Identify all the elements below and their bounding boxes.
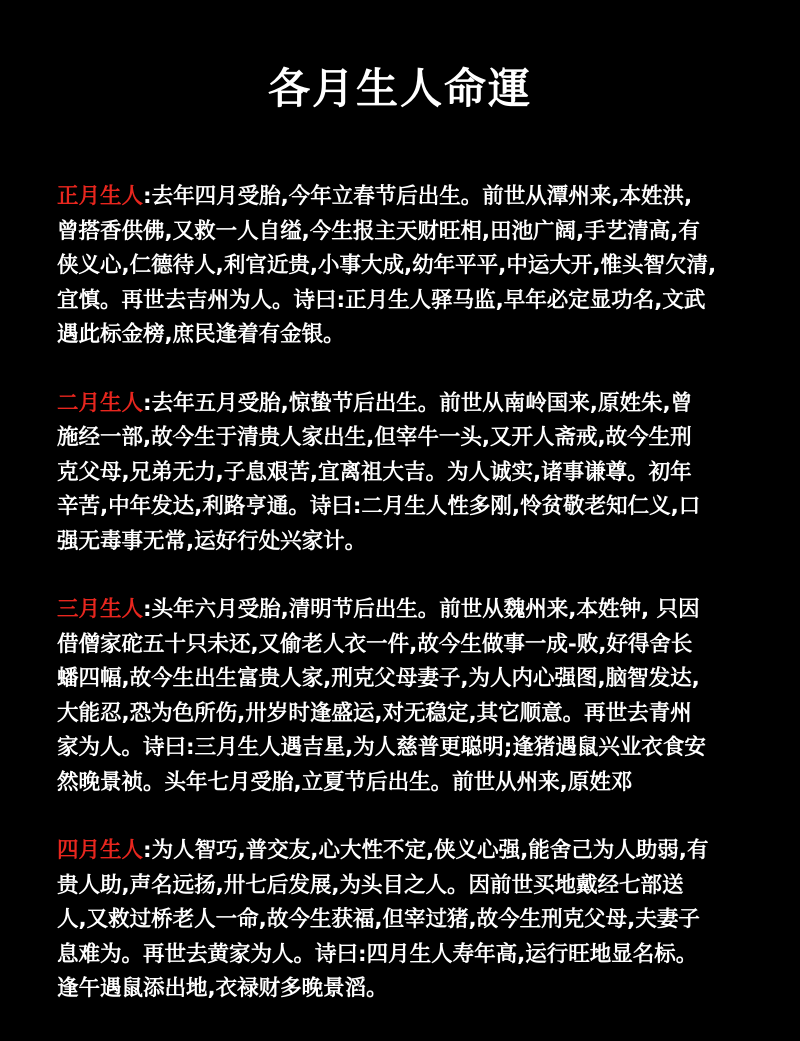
section-month-4 xyxy=(57,834,757,1007)
text-line: 人,又救过桥老人一命,故今生获福,但宰过猪,故今生刑克父母,夫妻子 xyxy=(57,907,700,932)
article-body xyxy=(57,180,757,1041)
text-line: 息难为。再世去黄家为人。诗曰:四月生人寿年高,运行旺地显名标。 xyxy=(57,941,698,967)
line-text: :为人智巧,普交友,心大性不定,侠义心强,能舍己为人助弱,有 xyxy=(143,838,709,863)
text-line: 蟠四幅,故今生出生富贵人家,刑克父母妻子,为人内心强图,脑智发达, xyxy=(57,666,700,691)
text-line: 家为人。诗曰:三月生人遇吉星,为人慈普更聪明;逢猪遇鼠兴业衣食安 xyxy=(57,735,706,760)
text-line: 借僧家砣五十只未还,又偷老人衣一件,故今生做事一成-败,好得舍长 xyxy=(57,631,693,657)
text-line: 曾搭香供佛,又救一人自缢,今生报主天财旺相,田池广阔,手艺清高,有 xyxy=(57,218,700,244)
text-line: 逢午遇鼠添出地,衣禄财多晚景滔。 xyxy=(57,976,388,1001)
text-line xyxy=(57,387,757,422)
page-title: 各月生人命運 xyxy=(267,64,532,113)
section-month-1 xyxy=(57,180,757,353)
line-text: :头年六月受胎,清明节后出生。前世从魏州来,本姓钟, 只因 xyxy=(143,597,700,622)
line-text: :去年四月受胎,今年立春节后出生。前世从潭州来,本姓洪, xyxy=(143,184,693,209)
text-line xyxy=(57,180,757,215)
text-line xyxy=(57,834,757,869)
section-heading: 正月生人 xyxy=(57,184,144,209)
section-heading: 二月生人 xyxy=(57,390,144,416)
text-line: 侠义心,仁德待人,利官近贵,小事大成,幼年平平,中运大开,惟头智欠清, xyxy=(57,253,717,278)
text-line: 然晚景祯。头年七月受胎,立夏节后出生。前世从州来,原姓邓 xyxy=(57,769,633,795)
text-line: 大能忍,恐为色所伤,卅岁时逢盛运,对无稳定,其它顺意。再世去青州 xyxy=(57,700,692,726)
text-line: 强无毒事无常,运好行处兴家计。 xyxy=(57,528,367,554)
section-heading: 三月生人 xyxy=(57,597,144,622)
section-month-3 xyxy=(57,593,757,800)
text-line xyxy=(57,593,757,628)
text-line: 宜慎。再世去吉州为人。诗曰:正月生人驿马监,早年必定显功名,文武 xyxy=(57,287,706,313)
text-line: 克父母,兄弟无力,子息艰苦,宜离祖大吉。为人诚实,诸事谦尊。初年 xyxy=(57,459,692,485)
text-line: 贵人助,声名远扬,卅七后发展,为头目之人。因前世买地戴经七部送 xyxy=(57,872,684,898)
text-line: 施经一部,故今生于清贵人家出生,但宰牛一头,又开人斋戒,故今生刑 xyxy=(57,425,692,450)
line-text: :去年五月受胎,惊蛰节后出生。前世从南岭国来,原姓朱,曾 xyxy=(143,390,693,416)
section-month-2 xyxy=(57,387,757,560)
section-heading: 四月生人 xyxy=(57,838,144,863)
text-line: 辛苦,中年发达,利路亨通。诗曰:二月生人性多刚,怜贫敬老知仁义,口 xyxy=(57,494,701,519)
text-line: 遇此标金榜,庶民逢着有金银。 xyxy=(57,322,345,347)
